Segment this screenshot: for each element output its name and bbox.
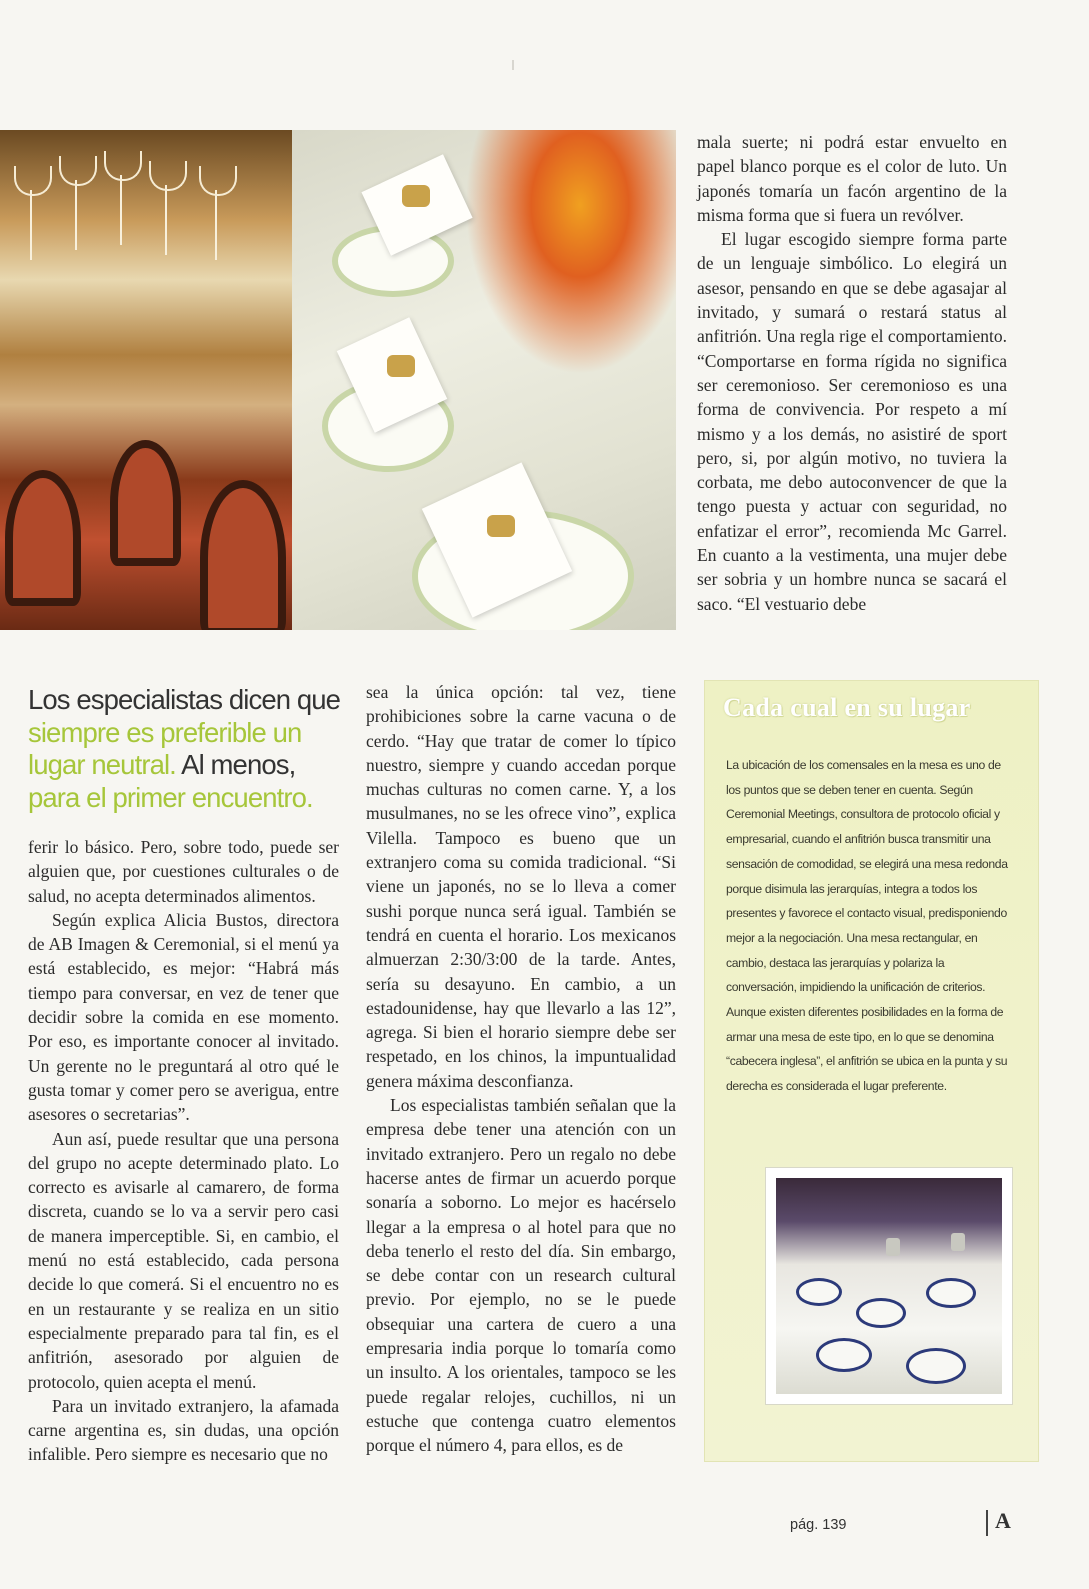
wine-glass (120, 175, 122, 245)
wine-glass (215, 190, 217, 260)
wine-glass (75, 180, 77, 250)
pull-quote-text: Los especialistas dicen que (28, 684, 341, 715)
plate (816, 1338, 872, 1372)
paragraph: sea la única opción: tal vez, tiene prohibiciones sobre la carne vacuna o de cerdo. “Hay que tratar de comer lo típico nuestro, siempre y cuando accedan porque muchas culturas no comen carne. Y, a los musulmanes, no se les ofrece vino”, explica Vilella. Tampoco es bueno que un extranjero coma su comida tradicional. “Si viene un japonés, no se lo lleva a comer sushi porque nunca será igual. También se tendrá en cuenta el horario. Los mexicanos almuerzan 2:30/3:00 de la tarde. Antes, sería su desayuno. En cambio, a un estadounidense, hay que llevarlo a las 12”, agrega. Si bien el horario siempre debe ser respetado, en los chinos, la impuntualidad genera máxima desconfianza. (366, 682, 676, 1091)
plate (926, 1278, 976, 1308)
napkin-ring (402, 185, 430, 207)
article-column-left (28, 835, 339, 1467)
paragraph: Los especialistas también señalan que la empresa debe tener una atención con un invitado extranjero. Pero un regalo no debe hacerse antes de firmar un acuerdo porque sonaría a soborno. Lo mejor es hacérselo llegar a la empresa o al hotel para que no deba tenerlo el resto del día. Sin embargo, se debe contar con un research cultural previo. Por ejemplo, no se le puede obsequiar una cartera de cuero a una empresaria india porque lo tomaría como un insulto. A los orientales, tampoco se les puede regalar relojes, cuchillos, ni un estuche que contenga cuatro elementos porque el número 4, para ellos, es de (366, 1095, 676, 1456)
print-mark (512, 60, 514, 70)
paragraph: Según explica Alicia Bustos, directora de AB Imagen & Ceremonial, si el menú ya está establecido, es mejor: “Habrá más tiempo para conversar, en vez de tener que decidir sobre la comida en ese momento. Por eso, es importante conocer al invitado. Un gerente no le preguntará al otro qué le gusta tomar y comer pero se averigua, entre asesores o secretarias”. (28, 909, 339, 1125)
page-number: pág. 139 (790, 1517, 847, 1533)
article-column-top-right (697, 130, 1007, 616)
paragraph: mala suerte; ni podrá estar envuelto en papel blanco porque es el color de luto. Un japonés tomaría un facón argentino de la misma forma que si fuera un revólver. (697, 132, 1007, 225)
table-setting-photo (292, 130, 676, 630)
sidebar-photo-frame (765, 1167, 1013, 1405)
teapot (951, 1233, 965, 1251)
footer-divider (986, 1510, 988, 1536)
plate (856, 1298, 906, 1328)
chair (5, 470, 81, 606)
chair (110, 440, 181, 566)
plate (796, 1278, 842, 1306)
chair (200, 480, 286, 630)
pull-quote-highlight: siempre es preferible un lugar neutral. (28, 716, 302, 780)
paragraph: Para un invitado extranjero, la afamada carne argentina es, sin dudas, una opción infalible. Pero siempre es necesario que no (28, 1395, 339, 1465)
napkin-ring (487, 515, 515, 537)
paragraph: Aun así, puede resultar que una persona del grupo no acepte determinado plato. Lo correcto es avisarle al camarero, de forma discreta, cuando se lo va a servir pero casi de manera imperceptible. Si, en cambio, el menú no está establecido, cada persona decide lo que comerá. Si el encuentro no es en un restaurante y se realiza en un sitio especialmente preparado para tal fin, es el anfitrión, asesorado por alguien de protocolo, quien acepta el menú. (28, 1128, 339, 1392)
napkin-ring (387, 355, 415, 377)
sidebar-body: La ubicación de los comensales en la mesa es uno de los puntos que se deben tener en cuenta. Según Ceremonial Meetings, consultora de protocolo oficial y empresarial, cuando el anfitrión busca transmitir una sensación de comodidad, se elegirá una mesa redonda porque disimula las jerarquías, integra a todos los presentes y favorece el contacto visual, predisponiendo mejor a la negociación. Una mesa rectangular, en cambio, destaca las jerarquías y polariza la conversación, impidiendo la unificación de criterios. Aunque existen diferentes posibilidades en la forma de armar una mesa de este tipo, en lo que se denomina “cabecera inglesa”, el anfitrión se ubica en la punta y su derecha es considerada el lugar preferente. (726, 758, 1008, 1094)
sidebar-title: Cada cual en su lugar (723, 693, 971, 722)
formal-table-photo (776, 1178, 1002, 1394)
section-letter: A (995, 1508, 1011, 1533)
restaurant-photo (0, 130, 292, 630)
sidebar-box (704, 680, 1039, 1462)
paragraph: El lugar escogido siempre forma parte de un lenguaje simbólico. Lo elegirá un asesor, pensando en que se debe agasajar al invitado, y sumará o restará status al anfitrión. Una regla rige el comportamiento. “Comportarse en forma rígida no significa ser ceremonioso. Ser ceremonioso es una forma de convivencia. Por respeto a mí mismo y a los demás, no asistiré de sport pero, si, por algún motivo, no tuviera la corbata, me debo autoconvencer de que la tengo puesta y actuar con seguridad, no enfatizar el error”, recomienda Mc Garrel. En cuanto a la vestimenta, una mujer debe ser sobria y un hombre nunca se sacará el saco. “El vestuario debe (697, 229, 1007, 614)
plate (906, 1348, 966, 1384)
wine-glass (30, 190, 32, 260)
article-column-middle (366, 680, 676, 1458)
photo-strip (0, 130, 676, 630)
pull-quote-text: Al menos, (175, 749, 296, 780)
pull-quote (28, 684, 348, 814)
pull-quote-highlight: para el primer encuentro. (28, 781, 313, 813)
teapot (886, 1238, 900, 1256)
paragraph: ferir lo básico. Pero, sobre todo, puede ser alguien que, por cuestiones culturales o de salud, no acepta determinados alimentos. (28, 837, 339, 906)
wine-glass (165, 185, 167, 255)
